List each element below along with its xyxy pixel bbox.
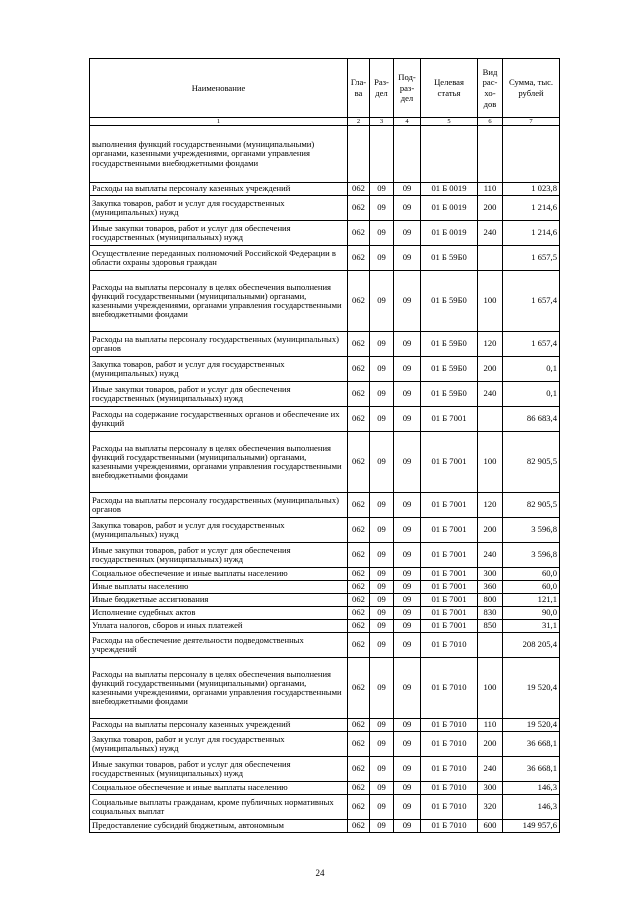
row-celevaya-statya: 01 Б 7010 [421, 633, 478, 658]
row-glava: 062 [348, 795, 370, 820]
row-summa: 1 023,8 [503, 183, 560, 196]
row-summa: 90,0 [503, 607, 560, 620]
row-summa: 19 520,4 [503, 719, 560, 732]
row-name: Расходы на выплаты персоналу в целях обеспечения выполнения функций государственными (муниципальными) органами, казенными учреждениями, органами управления государственными внебюджетными фондами [90, 432, 348, 493]
row-vid-rashodov: 830 [478, 607, 503, 620]
row-celevaya-statya: 01 Б 59Б0 [421, 271, 478, 332]
row-razdel: 09 [370, 607, 394, 620]
row-glava: 062 [348, 357, 370, 382]
row-podrazdel: 09 [394, 820, 421, 833]
row-razdel: 09 [370, 820, 394, 833]
row-summa: 60,0 [503, 581, 560, 594]
row-name: выполнения функций государственными (муниципальными) органами, казенными учреждениями, органами управления государственными внебюджетными фондами [90, 126, 348, 183]
row-razdel: 09 [370, 196, 394, 221]
row-podrazdel: 09 [394, 407, 421, 432]
table-row [90, 183, 560, 196]
row-podrazdel: 09 [394, 795, 421, 820]
row-podrazdel: 09 [394, 246, 421, 271]
table-row [90, 568, 560, 581]
row-vid-rashodov: 240 [478, 382, 503, 407]
row-summa: 0,1 [503, 357, 560, 382]
row-vid-rashodov: 240 [478, 543, 503, 568]
table-row [90, 518, 560, 543]
row-celevaya-statya: 01 Б 0019 [421, 183, 478, 196]
table-row [90, 407, 560, 432]
row-razdel: 09 [370, 357, 394, 382]
header-name: Наименование [90, 59, 348, 118]
row-razdel: 09 [370, 382, 394, 407]
row-podrazdel: 09 [394, 196, 421, 221]
row-glava: 062 [348, 332, 370, 357]
row-vid-rashodov: 110 [478, 183, 503, 196]
row-razdel: 09 [370, 432, 394, 493]
row-celevaya-statya: 01 Б 7001 [421, 620, 478, 633]
row-vid-rashodov: 240 [478, 757, 503, 782]
table-row [90, 246, 560, 271]
row-glava: 062 [348, 407, 370, 432]
row-glava: 062 [348, 658, 370, 719]
row-vid-rashodov: 300 [478, 568, 503, 581]
row-vid-rashodov: 800 [478, 594, 503, 607]
row-razdel: 09 [370, 795, 394, 820]
row-name: Уплата налогов, сборов и иных платежей [90, 620, 348, 633]
header-glava: Гла-ва [348, 59, 370, 118]
row-name: Расходы на обеспечение деятельности подведомственных учреждений [90, 633, 348, 658]
row-celevaya-statya: 01 Б 7001 [421, 607, 478, 620]
row-podrazdel: 09 [394, 221, 421, 246]
row-celevaya-statya: 01 Б 59Б0 [421, 246, 478, 271]
row-summa: 36 668,1 [503, 757, 560, 782]
row-razdel: 09 [370, 732, 394, 757]
row-podrazdel: 09 [394, 732, 421, 757]
row-podrazdel: 09 [394, 594, 421, 607]
row-razdel: 09 [370, 183, 394, 196]
row-glava: 062 [348, 620, 370, 633]
row-razdel: 09 [370, 568, 394, 581]
row-celevaya-statya: 01 Б 7010 [421, 795, 478, 820]
table-row [90, 757, 560, 782]
row-celevaya-statya: 01 Б 0019 [421, 196, 478, 221]
row-celevaya-statya: 01 Б 7010 [421, 782, 478, 795]
row-glava: 062 [348, 732, 370, 757]
column-number: 1 [90, 118, 348, 126]
budget-table [89, 58, 560, 833]
row-razdel: 09 [370, 246, 394, 271]
row-vid-rashodov: 200 [478, 196, 503, 221]
table-body [90, 126, 560, 833]
row-glava: 062 [348, 757, 370, 782]
row-vid-rashodov: 360 [478, 581, 503, 594]
table-row [90, 607, 560, 620]
row-summa: 1 657,4 [503, 271, 560, 332]
table-row [90, 357, 560, 382]
row-glava: 062 [348, 581, 370, 594]
row-vid-rashodov: 120 [478, 332, 503, 357]
row-celevaya-statya: 01 Б 59Б0 [421, 357, 478, 382]
table-row [90, 493, 560, 518]
row-podrazdel: 09 [394, 543, 421, 568]
row-vid-rashodov: 320 [478, 795, 503, 820]
row-razdel [370, 126, 394, 183]
row-glava: 062 [348, 432, 370, 493]
row-razdel: 09 [370, 332, 394, 357]
column-number: 7 [503, 118, 560, 126]
row-celevaya-statya: 01 Б 0019 [421, 221, 478, 246]
row-summa: 1 214,6 [503, 196, 560, 221]
row-glava: 062 [348, 221, 370, 246]
row-podrazdel: 09 [394, 382, 421, 407]
row-name: Иные закупки товаров, работ и услуг для обеспечения государственных (муниципальных) нужд [90, 382, 348, 407]
row-glava [348, 126, 370, 183]
row-name: Расходы на выплаты персоналу государственных (муниципальных) органов [90, 332, 348, 357]
header-celevaya-statya: Целевая статья [421, 59, 478, 118]
row-razdel: 09 [370, 757, 394, 782]
row-podrazdel: 09 [394, 357, 421, 382]
row-razdel: 09 [370, 633, 394, 658]
row-name: Расходы на выплаты персоналу в целях обеспечения выполнения функций государственными (муниципальными) органами, казенными учреждениями, органами управления государственными внебюджетными фондами [90, 658, 348, 719]
row-vid-rashodov: 240 [478, 221, 503, 246]
row-name: Социальное обеспечение и иные выплаты населению [90, 782, 348, 795]
column-number: 3 [370, 118, 394, 126]
table-row [90, 543, 560, 568]
row-summa: 82 905,5 [503, 432, 560, 493]
row-summa: 149 957,6 [503, 820, 560, 833]
row-name: Осуществление переданных полномочий Российской Федерации в области охраны здоровья граждан [90, 246, 348, 271]
row-podrazdel: 09 [394, 782, 421, 795]
row-name: Расходы на выплаты персоналу в целях обеспечения выполнения функций государственными (муниципальными) органами, казенными учреждениями, органами управления государственными внебюджетными фондами [90, 271, 348, 332]
row-podrazdel: 09 [394, 518, 421, 543]
table-row [90, 782, 560, 795]
row-celevaya-statya: 01 Б 7001 [421, 543, 478, 568]
column-number: 6 [478, 118, 503, 126]
row-celevaya-statya: 01 Б 7001 [421, 432, 478, 493]
table-row [90, 658, 560, 719]
row-summa: 1 657,5 [503, 246, 560, 271]
row-podrazdel [394, 126, 421, 183]
row-summa: 3 596,8 [503, 543, 560, 568]
row-podrazdel: 09 [394, 757, 421, 782]
table-row [90, 719, 560, 732]
column-number: 2 [348, 118, 370, 126]
row-glava: 062 [348, 719, 370, 732]
row-razdel: 09 [370, 543, 394, 568]
row-podrazdel: 09 [394, 493, 421, 518]
table-row [90, 820, 560, 833]
row-name: Закупка товаров, работ и услуг для государственных (муниципальных) нужд [90, 196, 348, 221]
row-name: Предоставление субсидий бюджетным, автономным [90, 820, 348, 833]
row-podrazdel: 09 [394, 620, 421, 633]
column-number: 4 [394, 118, 421, 126]
row-razdel: 09 [370, 719, 394, 732]
row-podrazdel: 09 [394, 432, 421, 493]
table-row [90, 271, 560, 332]
row-vid-rashodov: 200 [478, 732, 503, 757]
header-razdel: Раз-дел [370, 59, 394, 118]
row-celevaya-statya: 01 Б 7001 [421, 568, 478, 581]
row-summa: 146,3 [503, 782, 560, 795]
row-summa: 82 905,5 [503, 493, 560, 518]
table-row [90, 732, 560, 757]
row-podrazdel: 09 [394, 607, 421, 620]
row-name: Закупка товаров, работ и услуг для государственных (муниципальных) нужд [90, 357, 348, 382]
row-podrazdel: 09 [394, 183, 421, 196]
row-vid-rashodov: 200 [478, 357, 503, 382]
row-name: Социальные выплаты гражданам, кроме публичных нормативных социальных выплат [90, 795, 348, 820]
row-podrazdel: 09 [394, 568, 421, 581]
row-razdel: 09 [370, 620, 394, 633]
row-vid-rashodov [478, 407, 503, 432]
row-summa: 1 657,4 [503, 332, 560, 357]
header-podrazdel: Под-раз-дел [394, 59, 421, 118]
row-summa: 121,1 [503, 594, 560, 607]
row-glava: 062 [348, 196, 370, 221]
row-summa: 19 520,4 [503, 658, 560, 719]
row-razdel: 09 [370, 271, 394, 332]
row-name: Расходы на содержание государственных органов и обеспечение их функций [90, 407, 348, 432]
row-celevaya-statya: 01 Б 59Б0 [421, 382, 478, 407]
column-number: 5 [421, 118, 478, 126]
row-vid-rashodov: 600 [478, 820, 503, 833]
row-celevaya-statya: 01 Б 7001 [421, 493, 478, 518]
table-row [90, 221, 560, 246]
row-summa: 208 205,4 [503, 633, 560, 658]
row-vid-rashodov [478, 246, 503, 271]
table-row [90, 594, 560, 607]
row-celevaya-statya: 01 Б 7010 [421, 820, 478, 833]
row-razdel: 09 [370, 594, 394, 607]
row-name: Социальное обеспечение и иные выплаты населению [90, 568, 348, 581]
row-glava: 062 [348, 607, 370, 620]
row-celevaya-statya: 01 Б 7001 [421, 407, 478, 432]
row-summa: 0,1 [503, 382, 560, 407]
row-summa: 86 683,4 [503, 407, 560, 432]
row-summa: 31,1 [503, 620, 560, 633]
row-glava: 062 [348, 382, 370, 407]
table-row [90, 633, 560, 658]
row-name: Иные закупки товаров, работ и услуг для обеспечения государственных (муниципальных) нужд [90, 757, 348, 782]
row-podrazdel: 09 [394, 658, 421, 719]
row-summa: 60,0 [503, 568, 560, 581]
row-summa: 1 214,6 [503, 221, 560, 246]
row-name: Расходы на выплаты персоналу государственных (муниципальных) органов [90, 493, 348, 518]
row-name: Закупка товаров, работ и услуг для государственных (муниципальных) нужд [90, 518, 348, 543]
row-glava: 062 [348, 543, 370, 568]
row-podrazdel: 09 [394, 719, 421, 732]
row-celevaya-statya: 01 Б 7001 [421, 594, 478, 607]
row-summa: 36 668,1 [503, 732, 560, 757]
row-celevaya-statya: 01 Б 7010 [421, 732, 478, 757]
table-row [90, 620, 560, 633]
row-celevaya-statya: 01 Б 7010 [421, 658, 478, 719]
table-row [90, 382, 560, 407]
row-vid-rashodov: 200 [478, 518, 503, 543]
table-row [90, 332, 560, 357]
row-razdel: 09 [370, 581, 394, 594]
row-podrazdel: 09 [394, 633, 421, 658]
header-summa: Сумма, тыс. рублей [503, 59, 560, 118]
row-vid-rashodov: 120 [478, 493, 503, 518]
row-vid-rashodov: 100 [478, 432, 503, 493]
row-razdel: 09 [370, 658, 394, 719]
row-glava: 062 [348, 820, 370, 833]
row-summa [503, 126, 560, 183]
row-razdel: 09 [370, 518, 394, 543]
table-row [90, 432, 560, 493]
row-celevaya-statya: 01 Б 7001 [421, 518, 478, 543]
row-celevaya-statya: 01 Б 59Б0 [421, 332, 478, 357]
row-podrazdel: 09 [394, 271, 421, 332]
row-razdel: 09 [370, 221, 394, 246]
row-name: Исполнение судебных актов [90, 607, 348, 620]
row-name: Расходы на выплаты персоналу казенных учреждений [90, 183, 348, 196]
row-vid-rashodov [478, 633, 503, 658]
row-celevaya-statya: 01 Б 7010 [421, 719, 478, 732]
row-glava: 062 [348, 594, 370, 607]
row-glava: 062 [348, 568, 370, 581]
row-vid-rashodov [478, 126, 503, 183]
row-vid-rashodov: 110 [478, 719, 503, 732]
row-glava: 062 [348, 246, 370, 271]
row-glava: 062 [348, 183, 370, 196]
table-row [90, 126, 560, 183]
row-podrazdel: 09 [394, 332, 421, 357]
row-razdel: 09 [370, 407, 394, 432]
row-name: Иные выплаты населению [90, 581, 348, 594]
row-glava: 062 [348, 271, 370, 332]
row-name: Иные закупки товаров, работ и услуг для обеспечения государственных (муниципальных) нужд [90, 543, 348, 568]
row-glava: 062 [348, 633, 370, 658]
row-name: Иные бюджетные ассигнования [90, 594, 348, 607]
row-glava: 062 [348, 493, 370, 518]
table-row [90, 581, 560, 594]
row-vid-rashodov: 100 [478, 271, 503, 332]
row-glava: 062 [348, 518, 370, 543]
row-glava: 062 [348, 782, 370, 795]
header-vid-rashodov: Вид рас-хо-дов [478, 59, 503, 118]
page-number: 24 [315, 868, 325, 878]
row-vid-rashodov: 300 [478, 782, 503, 795]
row-razdel: 09 [370, 493, 394, 518]
row-celevaya-statya: 01 Б 7010 [421, 757, 478, 782]
table-row [90, 196, 560, 221]
row-summa: 146,3 [503, 795, 560, 820]
row-podrazdel: 09 [394, 581, 421, 594]
row-razdel: 09 [370, 782, 394, 795]
row-name: Закупка товаров, работ и услуг для государственных (муниципальных) нужд [90, 732, 348, 757]
table-row [90, 795, 560, 820]
row-celevaya-statya: 01 Б 7001 [421, 581, 478, 594]
row-celevaya-statya [421, 126, 478, 183]
row-summa: 3 596,8 [503, 518, 560, 543]
row-name: Расходы на выплаты персоналу казенных учреждений [90, 719, 348, 732]
row-vid-rashodov: 850 [478, 620, 503, 633]
row-vid-rashodov: 100 [478, 658, 503, 719]
row-name: Иные закупки товаров, работ и услуг для обеспечения государственных (муниципальных) нужд [90, 221, 348, 246]
